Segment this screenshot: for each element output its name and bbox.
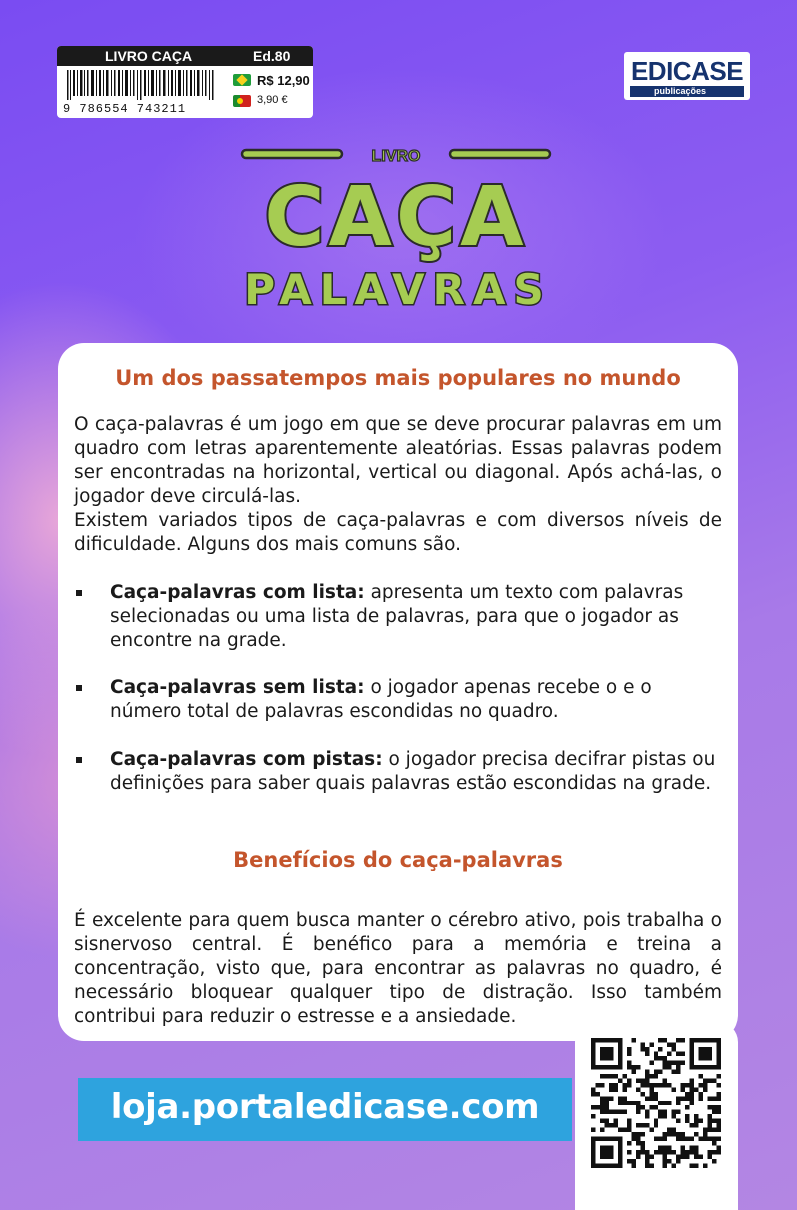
title-top: LIVRO	[371, 148, 421, 165]
barcode-price-tag	[57, 46, 313, 118]
bullet-body: o jogador apenas recebe o e o número total de palavras escondidas no quadro.	[110, 677, 652, 722]
tag-edition: Ed.80	[253, 48, 291, 64]
title-sub: PALAVRAS	[244, 265, 552, 314]
barcode-icon	[67, 70, 217, 100]
bullet-label: Caça-palavras sem lista:	[110, 677, 365, 698]
tag-title: LIVRO CAÇA	[105, 48, 193, 64]
logo-wordmark: EDICASE	[630, 56, 744, 86]
bullet-text	[110, 581, 722, 653]
brazil-flag-icon	[233, 74, 251, 86]
bullet-icon	[76, 590, 82, 596]
bullet-label: Caça-palavras com lista:	[110, 582, 365, 603]
bullet-icon	[76, 685, 82, 691]
logo-subtitle: publicações	[654, 86, 707, 96]
bullet-text	[110, 748, 722, 796]
qr-modules	[591, 1038, 721, 1168]
portugal-flag-icon	[233, 95, 251, 107]
bullet-label: Caça-palavras com pistas:	[110, 749, 383, 770]
price-br-value: R$ 12,90	[257, 73, 310, 88]
store-url-banner[interactable]	[78, 1078, 572, 1141]
heading-benefits: Benefícios do caça-palavras	[233, 848, 563, 872]
store-url[interactable]: loja.portaledicase.com	[110, 1087, 540, 1127]
benefits-paragraph: É excelente para quem busca manter o cérebro ativo, pois trabalha o sisnervoso central. É benéfico para a memória e treina a concentração, visto que, para encontrar as palavras no quadro, é necessário bloquear qualquer tipo de distração. Isso também contribui para reduzir o estresse e a ansiedade.	[74, 910, 722, 1027]
bullet-body: apresenta um texto com palavras selecionadas ou uma lista de palavras, para que o jogador as encontre na grade.	[110, 582, 684, 651]
tag-header	[57, 46, 313, 66]
heading-popular: Um dos passatempos mais populares no mundo	[115, 366, 681, 390]
content-card	[58, 343, 738, 1041]
bullet-icon	[76, 757, 82, 763]
edicase-logo	[624, 52, 750, 100]
title-main: CAÇA	[264, 170, 528, 265]
book-title-logo	[236, 140, 556, 320]
intro-paragraph: O caça-palavras é um jogo em que se deve procurar palavras em um quadro com letras aparentemente aleatórias. Essas palavras podem ser encontradas na horizontal, vertical ou diagonal. Após achá-las, o jogador deve circulá-las.	[74, 414, 722, 507]
intro-paragraph-2: Existem variados tipos de caça-palavras e com diversos níveis de dificuldade. Alguns dos mais comuns são.	[74, 510, 722, 555]
bullet-body: o jogador precisa decifrar pistas ou definições para saber quais palavras estão escondidas na grade.	[110, 749, 716, 794]
qr-code-icon	[591, 1038, 721, 1168]
price-pt-value: 3,90 €	[257, 94, 288, 106]
isbn-number: 9 786554 743211	[63, 102, 187, 116]
bullet-text	[110, 676, 722, 724]
qr-code-panel	[575, 1022, 738, 1210]
